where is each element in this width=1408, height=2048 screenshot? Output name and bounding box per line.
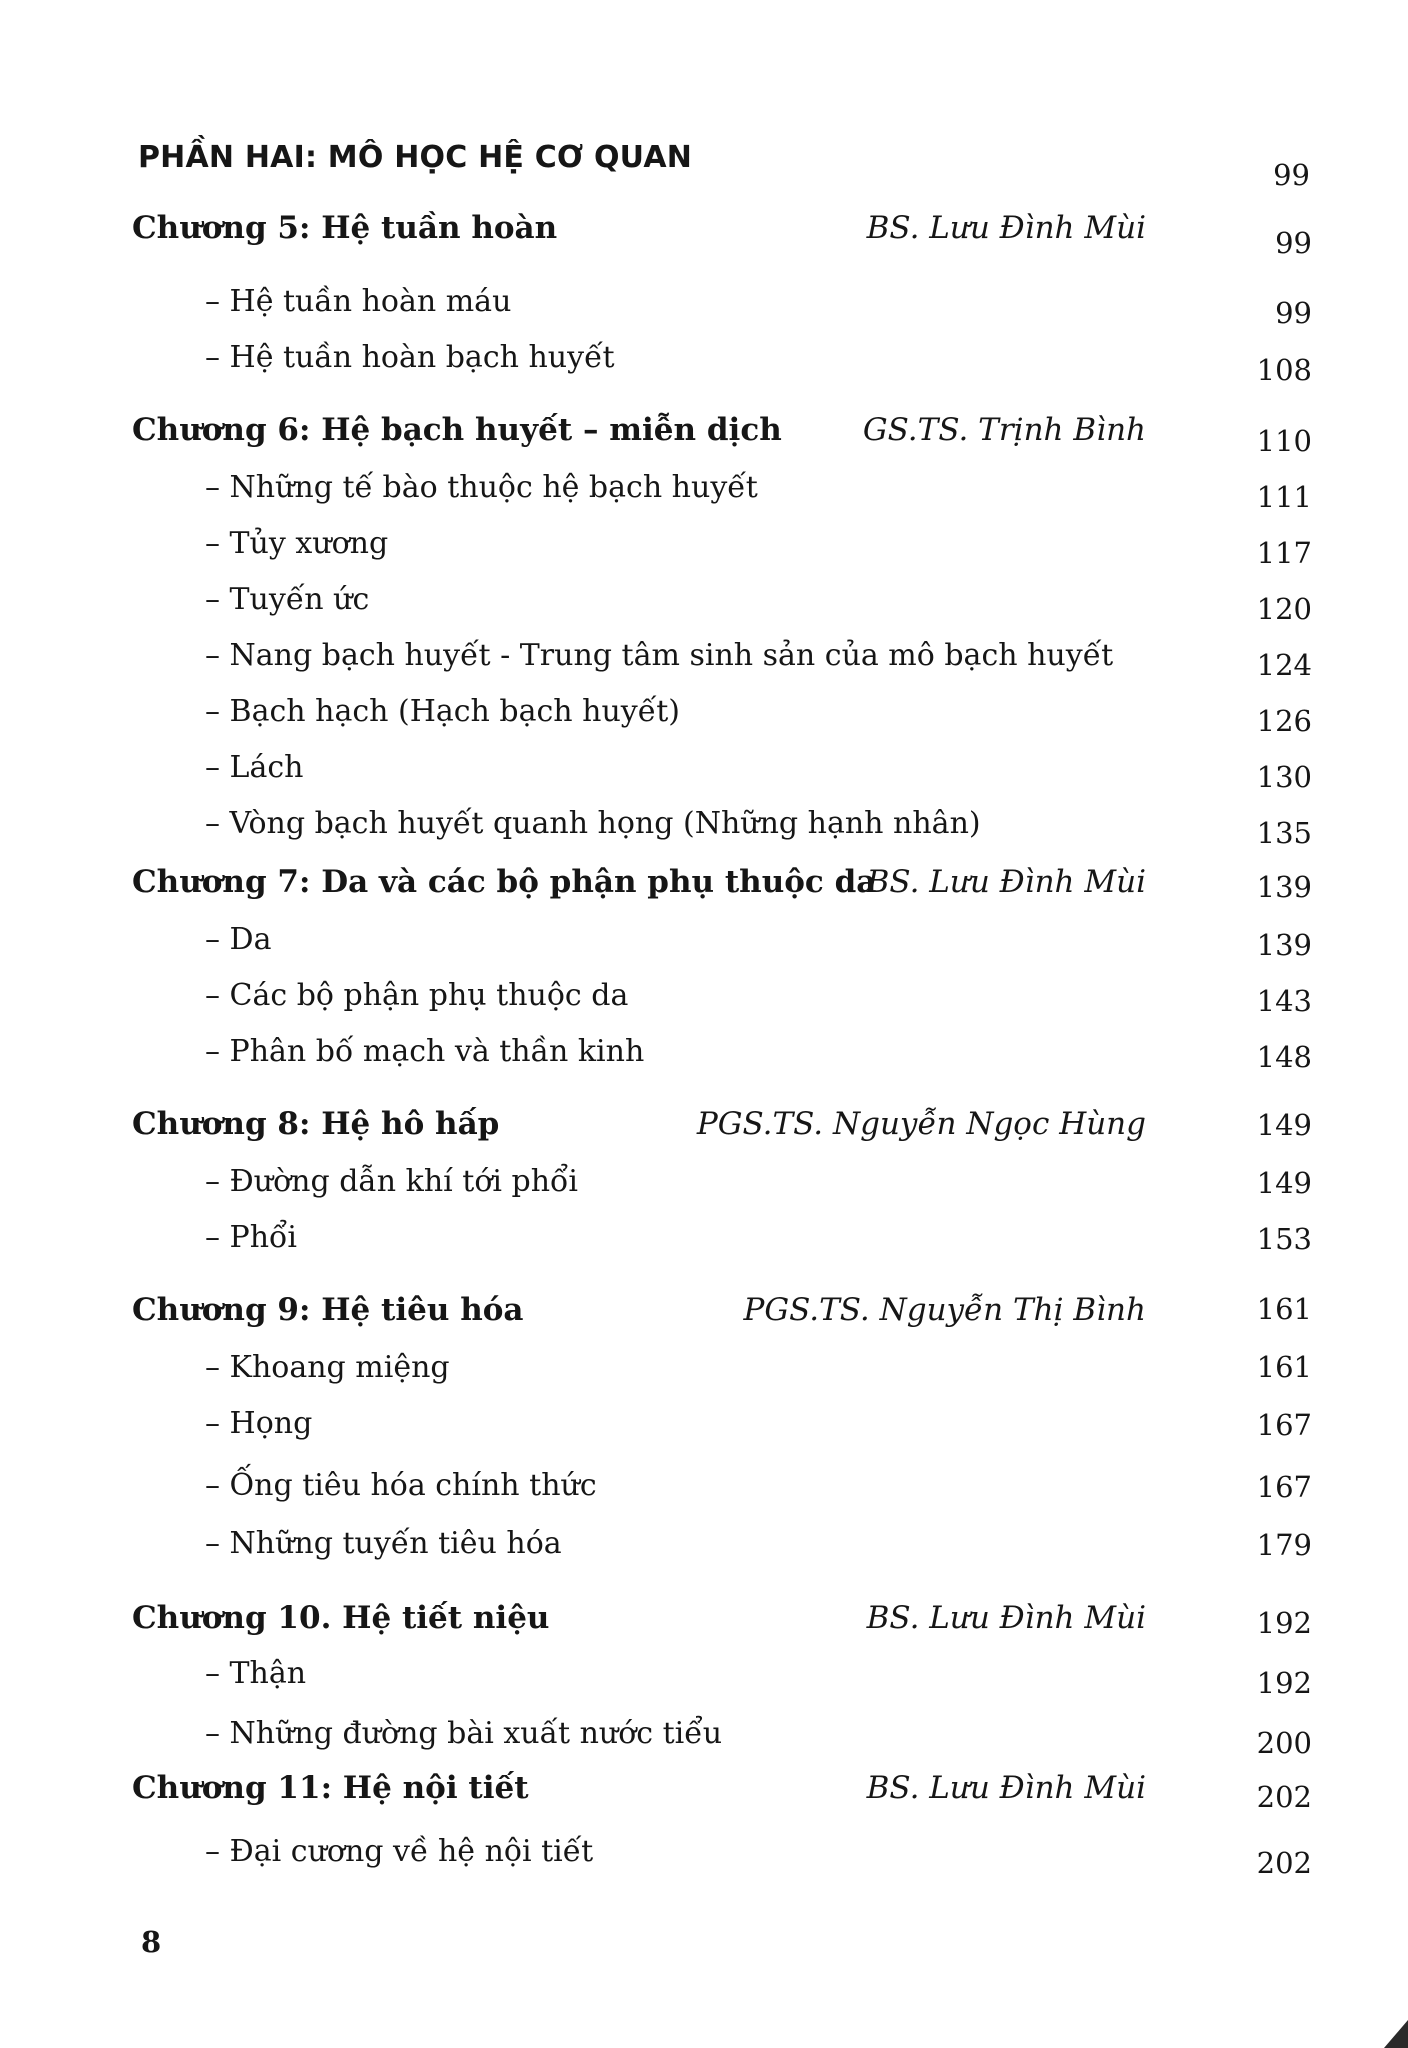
page-ref: 139 xyxy=(1256,928,1312,962)
chapter-author: BS. Lưu Đình Mùi xyxy=(866,1600,1146,1636)
toc-section[interactable] xyxy=(0,1716,1408,1760)
chapter-title: Chương 10. Hệ tiết niệu xyxy=(132,1600,550,1636)
page-ref: 202 xyxy=(1256,1780,1312,1814)
section-title: – Những tế bào thuộc hệ bạch huyết xyxy=(205,470,758,505)
page-ref: 124 xyxy=(1256,648,1312,682)
section-title: – Đường dẫn khí tới phổi xyxy=(205,1164,578,1199)
section-title: – Nang bạch huyết - Trung tâm sinh sản của mô bạch huyết xyxy=(205,638,1114,673)
page-ref: 167 xyxy=(1256,1470,1312,1504)
page-ref: 99 xyxy=(1275,296,1312,330)
toc-section[interactable] xyxy=(0,284,1408,330)
toc-section[interactable] xyxy=(0,1834,1408,1880)
toc-section[interactable] xyxy=(0,694,1408,738)
page-ref: 143 xyxy=(1256,984,1312,1018)
chapter-author: GS.TS. Trịnh Bình xyxy=(862,412,1146,448)
page-ref: 149 xyxy=(1256,1108,1312,1142)
page-ref: 99 xyxy=(1275,226,1312,260)
section-title: – Hệ tuần hoàn bạch huyết xyxy=(205,340,615,375)
section-title: – Ống tiêu hóa chính thức xyxy=(205,1468,597,1503)
chapter-title: Chương 8: Hệ hô hấp xyxy=(132,1106,500,1142)
chapter-title: Chương 11: Hệ nội tiết xyxy=(132,1770,529,1806)
section-title: – Khoang miệng xyxy=(205,1350,450,1385)
toc-section[interactable] xyxy=(0,638,1408,682)
section-title: – Họng xyxy=(205,1406,313,1441)
chapter-title: Chương 7: Da và các bộ phận phụ thuộc da xyxy=(132,864,877,900)
chapter-author: BS. Lưu Đình Mùi xyxy=(866,1770,1146,1806)
part-title: PHẦN HAI: MÔ HỌC HỆ CƠ QUAN xyxy=(138,140,693,175)
toc-chapter[interactable] xyxy=(0,1770,1408,1814)
toc-chapter[interactable] xyxy=(0,1106,1408,1146)
chapter-author: PGS.TS. Nguyễn Thị Bình xyxy=(743,1292,1146,1328)
toc-chapter[interactable] xyxy=(0,1600,1408,1640)
page-ref: 120 xyxy=(1256,592,1312,626)
toc-section[interactable] xyxy=(0,750,1408,794)
toc-section[interactable] xyxy=(0,922,1408,962)
page-ref: 108 xyxy=(1256,353,1312,387)
section-title: – Những tuyến tiêu hóa xyxy=(205,1526,562,1561)
toc-section[interactable] xyxy=(0,1406,1408,1446)
part-page-number: 99 xyxy=(1273,158,1310,192)
toc-section[interactable] xyxy=(0,806,1408,850)
toc-chapter[interactable] xyxy=(0,210,1408,260)
chapter-title: Chương 9: Hệ tiêu hóa xyxy=(132,1292,524,1328)
toc-section[interactable] xyxy=(0,1220,1408,1260)
section-title: – Phổi xyxy=(205,1220,297,1255)
page-ref: 161 xyxy=(1256,1292,1312,1326)
page-ref: 192 xyxy=(1256,1666,1312,1700)
page-ref: 139 xyxy=(1256,870,1312,904)
toc-section[interactable] xyxy=(0,1526,1408,1566)
section-title: – Tuyến ức xyxy=(205,582,370,617)
section-title: – Bạch hạch (Hạch bạch huyết) xyxy=(205,694,680,729)
toc-chapter[interactable] xyxy=(0,864,1408,904)
section-title: – Da xyxy=(205,922,272,957)
chapter-author: BS. Lưu Đình Mùi xyxy=(866,210,1146,246)
page-ref: 135 xyxy=(1256,816,1312,850)
section-title: – Phân bố mạch và thần kinh xyxy=(205,1034,645,1069)
section-title: – Những đường bài xuất nước tiểu xyxy=(205,1716,723,1751)
page-ref: 111 xyxy=(1256,480,1312,514)
page-ref: 130 xyxy=(1256,760,1312,794)
section-title: – Thận xyxy=(205,1656,307,1691)
toc-section[interactable] xyxy=(0,526,1408,570)
page-ref: 200 xyxy=(1256,1726,1312,1760)
section-title: – Đại cương về hệ nội tiết xyxy=(205,1834,594,1869)
toc-chapter[interactable] xyxy=(0,1292,1408,1332)
page-ref: 110 xyxy=(1256,424,1312,458)
page-ref: 202 xyxy=(1256,1846,1312,1880)
toc-section[interactable] xyxy=(0,1656,1408,1700)
page-ref: 149 xyxy=(1256,1166,1312,1200)
toc-section[interactable] xyxy=(0,1350,1408,1390)
page-ref: 161 xyxy=(1256,1350,1312,1384)
section-title: – Hệ tuần hoàn máu xyxy=(205,284,512,319)
section-title: – Lách xyxy=(205,750,304,785)
page-ref: 153 xyxy=(1256,1222,1312,1256)
toc-section[interactable] xyxy=(0,1468,1408,1508)
section-title: – Vòng bạch huyết quanh họng (Những hạnh nhân) xyxy=(205,806,981,841)
toc-section[interactable] xyxy=(0,1164,1408,1204)
page-ref: 167 xyxy=(1256,1408,1312,1442)
chapter-title: Chương 5: Hệ tuần hoàn xyxy=(132,210,558,246)
toc-chapter[interactable] xyxy=(0,412,1408,458)
section-title: – Các bộ phận phụ thuộc da xyxy=(205,978,629,1013)
toc-section[interactable] xyxy=(0,470,1408,514)
page-ref: 148 xyxy=(1256,1040,1312,1074)
chapter-author: PGS.TS. Nguyễn Ngọc Hùng xyxy=(696,1106,1146,1142)
toc-section[interactable] xyxy=(0,978,1408,1018)
chapter-author: BS. Lưu Đình Mùi xyxy=(866,864,1146,900)
page-ref: 126 xyxy=(1256,704,1312,738)
chapter-title: Chương 6: Hệ bạch huyết – miễn dịch xyxy=(132,412,782,448)
page-corner-shadow xyxy=(1384,2020,1408,2048)
toc-section[interactable] xyxy=(0,1034,1408,1074)
toc-section[interactable] xyxy=(0,582,1408,626)
page-ref: 192 xyxy=(1256,1606,1312,1640)
page-ref: 179 xyxy=(1256,1528,1312,1562)
page-number: 8 xyxy=(141,1925,162,1959)
page-ref: 117 xyxy=(1256,536,1312,570)
toc-section[interactable] xyxy=(0,340,1408,387)
section-title: – Tủy xương xyxy=(205,526,389,561)
